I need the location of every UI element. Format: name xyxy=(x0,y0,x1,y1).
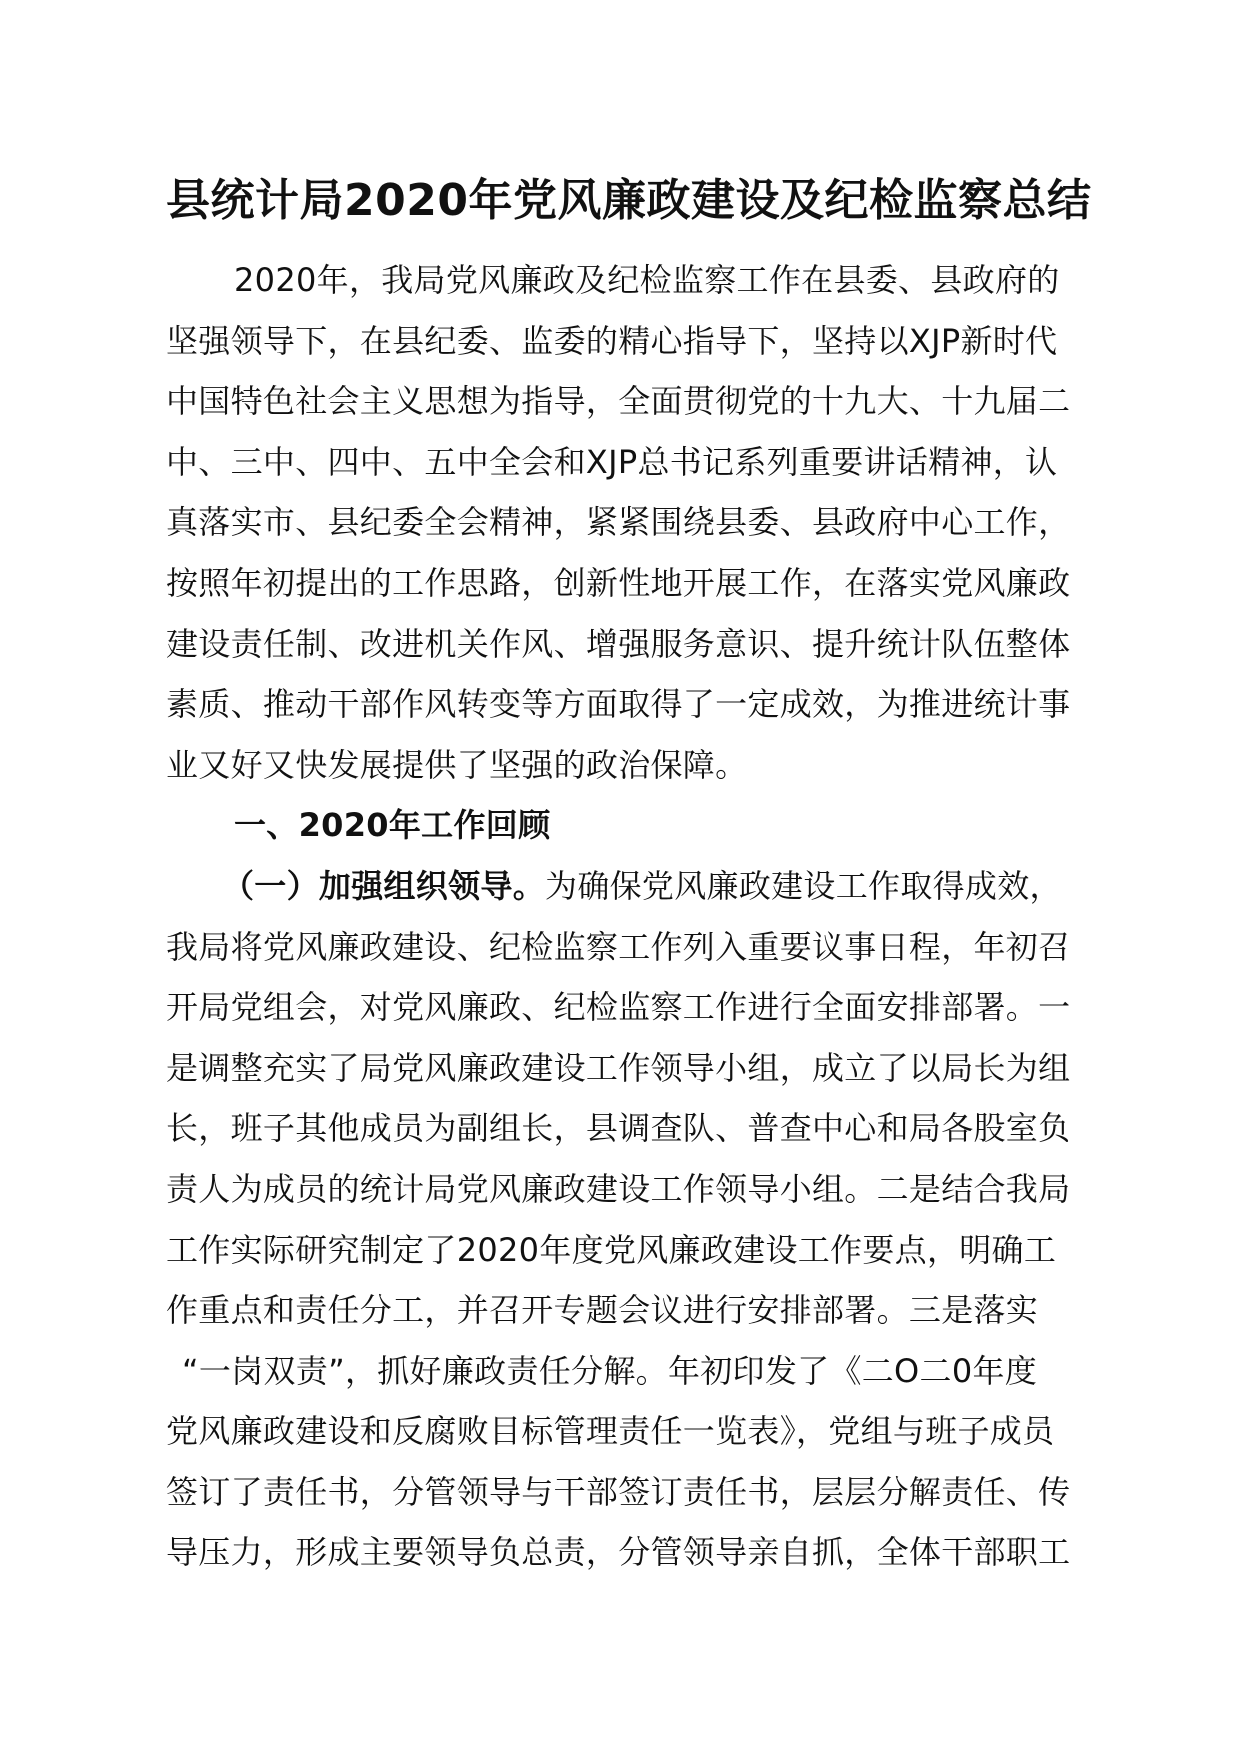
paragraph-line: 素质、推动干部作风转变等方面取得了一定成效，为推进统计事 xyxy=(166,685,1071,724)
document-body xyxy=(166,250,1126,1583)
paragraph-line: 我局将党风廉政建设、纪检监察工作列入重要议事日程，年初召 xyxy=(166,927,1071,966)
paragraph-line: 中、三中、四中、五中全会和XJP总书记系列重要讲话精神，认 xyxy=(166,442,1058,481)
paragraph-line: 党风廉政建设和反腐败目标管理责任一览表》，党组与班子成员 xyxy=(166,1412,1055,1451)
paragraph-line: 是调整充实了局党风廉政建设工作领导小组，成立了以局长为组 xyxy=(166,1048,1071,1087)
paragraph-line: 2020年，我局党风廉政及纪检监察工作在县委、县政府的 xyxy=(234,261,1060,299)
document-title: 县统计局2020年党风廉政建设及纪检监察总结 xyxy=(166,175,1092,226)
paragraph-line: 长，班子其他成员为副组长，县调查队、普查中心和局各股室负 xyxy=(166,1109,1071,1148)
paragraph-line: 导压力，形成主要领导负总责，分管领导亲自抓，全体干部职工 xyxy=(166,1533,1071,1572)
paragraph-line: 开局党组会，对党风廉政、纪检监察工作进行全面安排部署。一 xyxy=(166,988,1071,1027)
paragraph-line: 建设责任制、改进机关作风、增强服务意识、提升统计队伍整体 xyxy=(166,624,1071,663)
paragraph-line: “一岗双责”，抓好廉政责任分解。年初印发了《二O二0年度 xyxy=(182,1351,1038,1390)
subsection-first-line-text: 为确保党风廉政建设工作取得成效， xyxy=(545,866,1062,905)
paragraph-line: 工作实际研究制定了2020年度党风廉政建设工作要点，明确工 xyxy=(166,1230,1057,1269)
paragraph-line: 业又好又快发展提供了坚强的政治保障。 xyxy=(166,745,748,784)
paragraph-line: 中国特色社会主义思想为指导，全面贯彻党的十九大、十九届二 xyxy=(166,382,1071,421)
paragraph-line: 坚强领导下，在县纪委、监委的精心指导下，坚持以XJP新时代 xyxy=(166,321,1058,360)
paragraph-line: 作重点和责任分工，并召开专题会议进行安排部署。三是落实 xyxy=(166,1291,1039,1330)
subsection-first-line xyxy=(166,856,1126,917)
paragraph-line: 按照年初提出的工作思路，创新性地开展工作，在落实党风廉政 xyxy=(166,563,1071,602)
paragraph-line: 真落实市、县纪委全会精神，紧紧围绕县委、县政府中心工作， xyxy=(166,503,1071,542)
subsection-label: （一）加强组织领导。 xyxy=(222,866,546,905)
paragraph-line: 责人为成员的统计局党风廉政建设工作领导小组。二是结合我局 xyxy=(166,1169,1071,1208)
section-heading: 一、2020年工作回顾 xyxy=(234,806,551,845)
paragraph-line: 签订了责任书，分管领导与干部签订责任书，层层分解责任、传 xyxy=(166,1472,1071,1511)
